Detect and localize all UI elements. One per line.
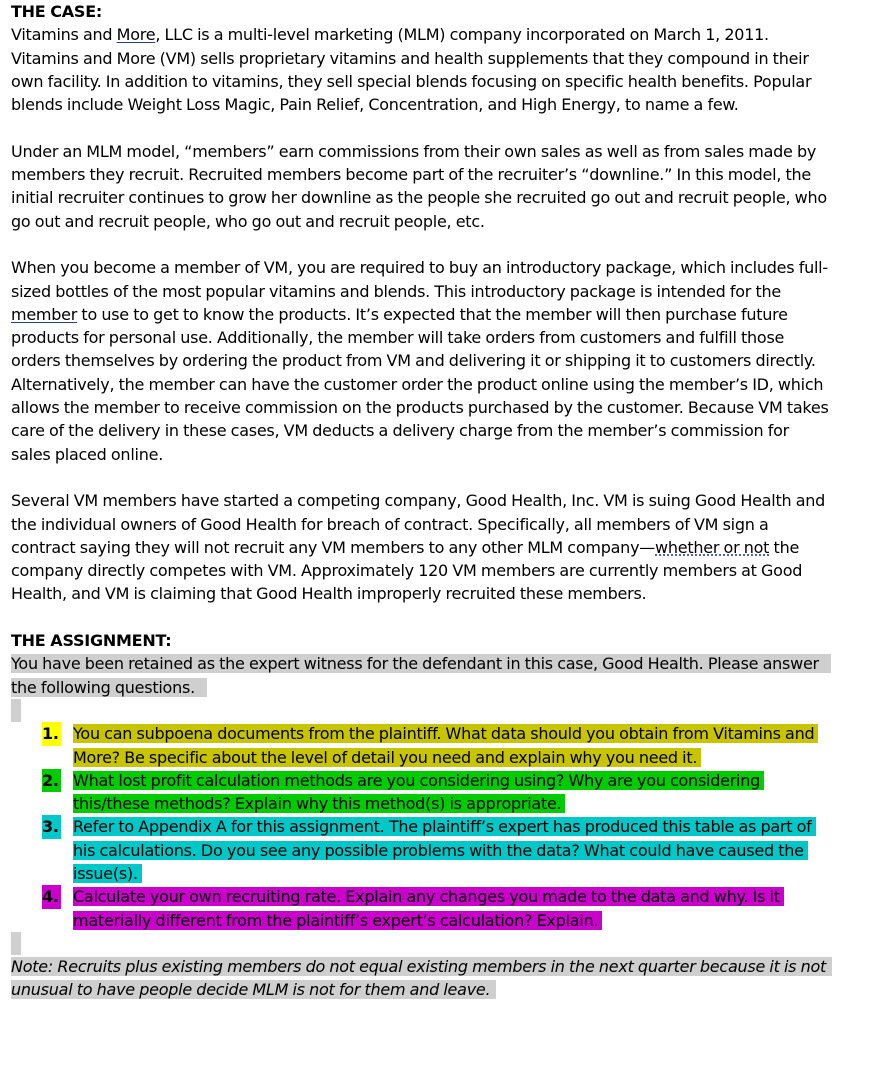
paragraph-gap (11, 606, 831, 629)
paragraph-gap (11, 233, 831, 256)
question-number-2: 2. (42, 769, 61, 792)
case-p4-text-after: the company directly competes with VM. Approximately 120 VM members are currently members at Good Health, and VM is claiming that Good Health improperly recruited these members. (11, 537, 803, 604)
case-heading: THE CASE: (11, 2, 103, 21)
note-paragraph (11, 955, 831, 1002)
case-paragraph-1 (11, 23, 831, 116)
highlight-stub (11, 699, 21, 722)
question-text-3: Refer to Appendix A for this assignment. The plaintiff’s expert has produced this table as part of his calculations. Do you see any possible problems with the data? What could have caused the issue(s). (73, 817, 816, 883)
question-item-2 (11, 769, 831, 816)
question-text-2: What lost profit calculation methods are you considering using? Why are you considering this/these methods? Explain why this method(s) is appropriate. (73, 771, 764, 813)
question-item-1 (11, 722, 831, 769)
questions-list (11, 722, 831, 932)
highlight-stub (11, 932, 21, 955)
assignment-intro (11, 652, 831, 699)
document-body (11, 0, 831, 1002)
spellcheck-underlined-word-more[interactable]: More (116, 25, 156, 45)
note-text: Note: Recruits plus existing members do not equal existing members in the next quarter because it is not unusual to have people decide MLM is not for them and leave. (11, 957, 832, 999)
question-number-3: 3. (42, 815, 61, 838)
empty-highlighted-line (11, 932, 831, 955)
case-paragraph-3 (11, 256, 831, 466)
grammar-underlined-phrase[interactable]: whether or not (655, 537, 770, 557)
case-paragraph-4 (11, 489, 831, 605)
question-text-1: You can subpoena documents from the plaintiff. What data should you obtain from Vitamins and More? Be specific about the level of detail you need and explain why you need it. (73, 724, 818, 766)
assignment-heading: THE ASSIGNMENT: (11, 631, 172, 651)
case-paragraph-2: Under an MLM model, “members” earn commissions from their own sales as well as from sales made by members they recruit. Recruited members become part of the recruiter’s “downline.” In this model, the initial recruiter continues to grow her downline as the people she recruited go out and recruit people, who go out and recruit people, who go out and recruit people, etc. (11, 141, 827, 231)
case-p3-text-after: to use to get to know the products. It’s expected that the member will then purchase future products for personal use. Additionally, the member will take orders from customers and fulfill those orders themselves by ordering the product from VM and delivering it or shipping it to customers directly. Alternatively, the member can have the customer order the product online using the member’s ID, which allows the member to receive commission on the products purchased by the customer. Because VM takes care of the delivery in these cases, VM deducts a delivery charge from the member’s commission for sales placed online. (11, 304, 829, 464)
empty-highlighted-line (11, 699, 831, 722)
case-p3-text-before: When you become a member of VM, you are required to buy an introductory package, which includes full-sized bottles of the most popular vitamins and blends. This introductory package is intended for the (11, 258, 828, 301)
case-p1-text-after: , LLC is a multi-level marketing (MLM) company incorporated on March 1, 2011. Vitamins and More (VM) sells proprietary vitamins and health supplements that they compound in their own facility. In addition to vitamins, they sell special blends focusing on specific health benefits. Popular blends include Weight Loss Magic, Pain Relief, Concentration, and High Energy, to name a few. (11, 25, 812, 115)
case-p1-text-before: Vitamins and (11, 25, 117, 45)
question-text-4: Calculate your own recruiting rate. Explain any changes you made to the data and why. Is it materially different from the plaintiff’s expert’s calculation? Explain. (73, 887, 784, 929)
case-p4-text-before: Several VM members have started a competing company, Good Health, Inc. VM is suing Good Health and the individual owners of Good Health for breach of contract. Specifically, all members of VM sign a contract saying they will not recruit any VM members to any other MLM company— (11, 491, 826, 557)
question-item-3 (11, 815, 831, 885)
spellcheck-underlined-word-member[interactable]: member (11, 304, 78, 324)
assignment-intro-text: You have been retained as the expert witness for the defendant in this case, Good Health. Please answer the following questions. (11, 654, 831, 696)
paragraph-gap (11, 116, 831, 139)
question-number-4: 4. (42, 885, 61, 908)
question-number-1: 1. (42, 722, 61, 745)
paragraph-gap (11, 466, 831, 489)
question-item-4 (11, 885, 831, 932)
